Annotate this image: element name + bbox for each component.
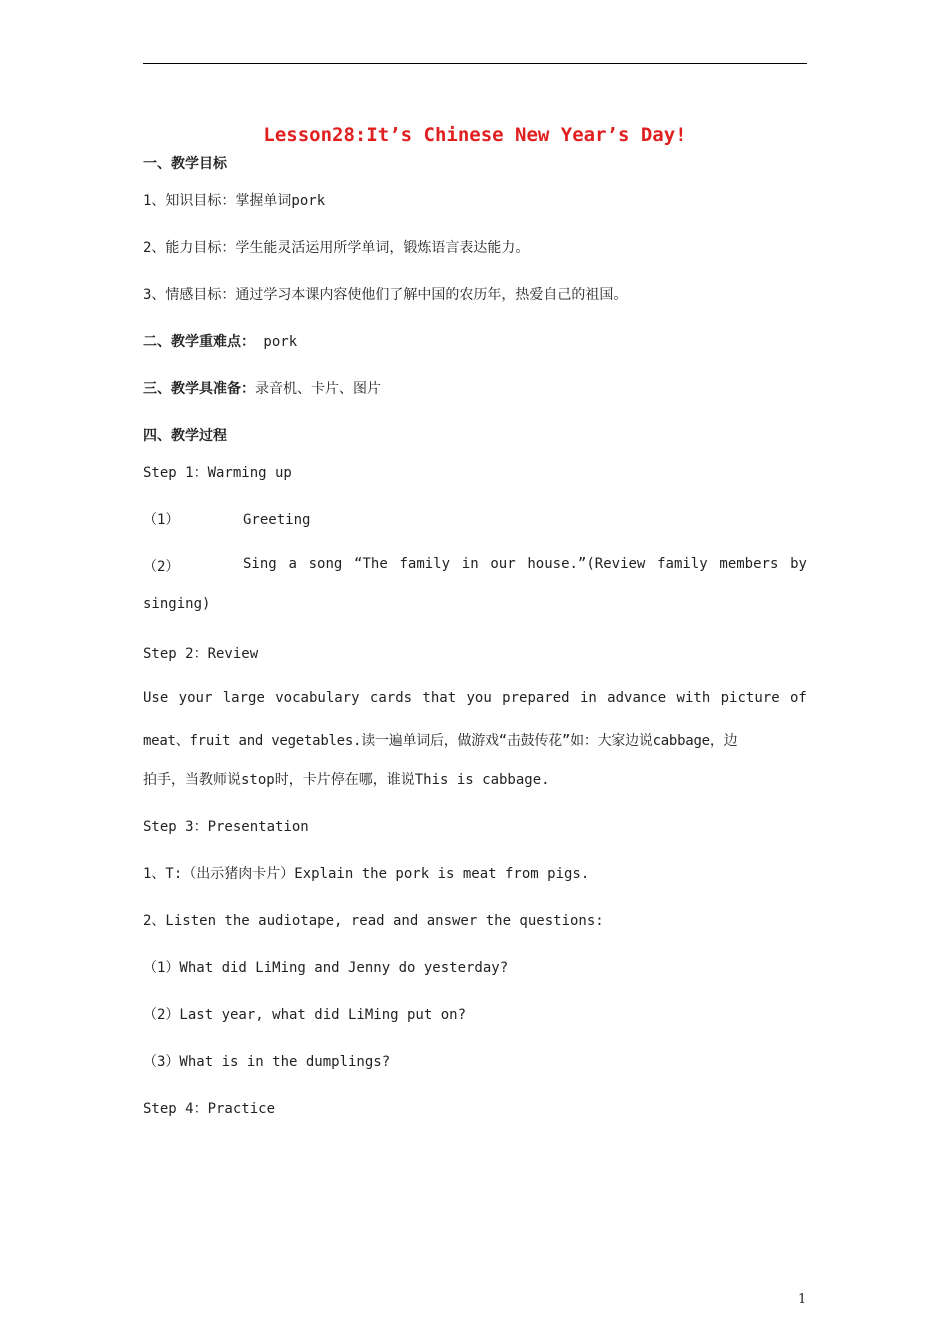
lesson-title: Lesson28:It’s Chinese New Year’s Day!	[263, 124, 687, 146]
question-2: （2）Last year, what did LiMing put on?	[143, 1007, 467, 1023]
step-1-heading: Step 1：Warming up	[143, 465, 292, 481]
item-number: （1）	[143, 512, 180, 528]
presentation-1: 1、T:（出示猪肉卡片）Explain the pork is meat from pigs.	[143, 866, 590, 882]
word: in	[579, 690, 597, 706]
objective-knowledge: 1、知识目标：掌握单词pork	[143, 193, 326, 209]
word: by	[790, 556, 807, 572]
preparation-value: 录音机、卡片、图片	[255, 381, 381, 397]
review-line-3: 拍手，当教师说stop时，卡片停在哪，谁说This is cabbage.	[143, 772, 550, 788]
word: song	[308, 556, 343, 572]
step-3-heading: Step 3：Presentation	[143, 819, 309, 835]
header-rule	[143, 63, 807, 64]
word: advance	[607, 690, 667, 706]
word: our	[490, 556, 516, 572]
step-2-heading: Step 2：Review	[143, 646, 259, 662]
step-1-item-1	[143, 509, 310, 529]
step-1-item-2-continued: singing)	[143, 596, 211, 612]
word: cards	[369, 690, 413, 706]
keypoints-label: 二、教学重难点：	[143, 334, 255, 350]
word: you	[466, 690, 492, 706]
item-number: （2）	[143, 559, 180, 575]
objective-emotion: 3、情感目标：通过学习本课内容使他们了解中国的农历年，热爱自己的祖国。	[143, 287, 628, 303]
word: that	[422, 690, 457, 706]
item-2-words	[243, 556, 807, 576]
objective-ability: 2、能力目标：学生能灵活运用所学单词，锻炼语言表达能力。	[143, 240, 530, 256]
word: Sing	[243, 556, 277, 572]
question-1: （1）What did LiMing and Jenny do yesterday?	[143, 960, 509, 976]
word: with	[676, 690, 711, 706]
word: in	[461, 556, 479, 572]
word: picture	[720, 690, 780, 706]
word: members	[719, 556, 779, 572]
section-preparation	[143, 378, 381, 398]
review-line-2: meat、fruit and vegetables.读一遍单词后，做游戏“击鼓传花”如：大家边说cabbage，边	[143, 733, 738, 749]
preparation-label: 三、教学具准备：	[143, 381, 255, 397]
presentation-2: 2、Listen the audiotape, read and answer the questions:	[143, 913, 604, 929]
section-process: 四、教学过程	[143, 428, 227, 444]
section-keypoints	[143, 331, 297, 351]
word: vocabulary	[275, 690, 360, 706]
item-text: Greeting	[243, 512, 311, 528]
word: “The	[354, 556, 388, 572]
word: house.”(Review	[527, 556, 646, 572]
word: family	[657, 556, 708, 572]
section-objectives: 一、教学目标	[143, 156, 227, 172]
word: large	[222, 690, 265, 706]
page-number: 1	[798, 1292, 807, 1307]
step-4-heading: Step 4：Practice	[143, 1101, 276, 1117]
question-3: （3）What is in the dumplings?	[143, 1054, 391, 1070]
review-line-1	[143, 690, 807, 706]
word: prepared	[502, 690, 570, 706]
word: of	[790, 690, 807, 706]
word: a	[288, 556, 297, 572]
keypoints-value: pork	[255, 334, 298, 350]
word: Use	[143, 690, 169, 706]
step-1-item-2	[143, 556, 807, 576]
word: family	[399, 556, 451, 572]
word: your	[178, 690, 213, 706]
